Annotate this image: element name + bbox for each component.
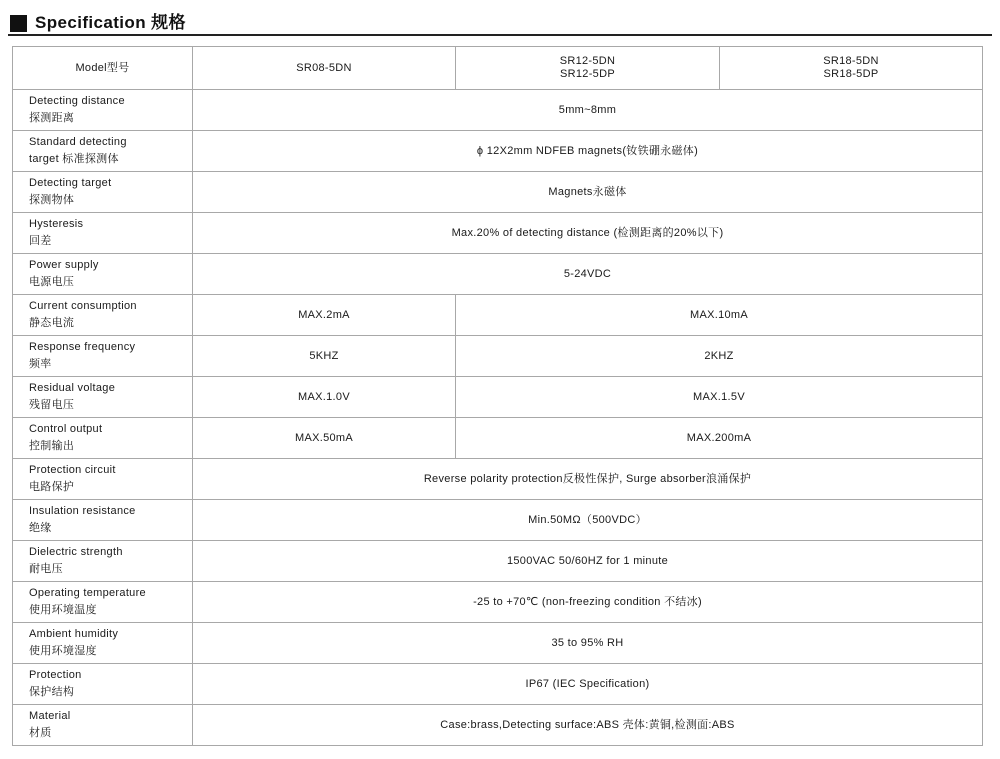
spec-label-cell (13, 213, 193, 254)
spec-row (13, 131, 983, 172)
spec-value-cell: Min.50MΩ（500VDC） (193, 500, 983, 541)
spec-row (13, 705, 983, 746)
spec-value-cell: Reverse polarity protection反极性保护, Surge absorber浪涌保护 (193, 459, 983, 500)
spec-label-en: Response frequency (29, 341, 136, 353)
spec-label-cn: 电源电压 (29, 276, 75, 288)
spec-label-cn: 使用环境湿度 (29, 645, 97, 657)
model-label-cell: Model型号 (13, 47, 193, 90)
spec-row (13, 295, 983, 336)
spec-value-cell: MAX.50mA (193, 418, 456, 459)
section-header (8, 12, 992, 36)
spec-row (13, 582, 983, 623)
spec-value-cell: 2KHZ (456, 336, 983, 377)
spec-label-en: Protection circuit (29, 464, 116, 476)
spec-label-cell (13, 295, 193, 336)
spec-value-cell: IP67 (IEC Specification) (193, 664, 983, 705)
spec-row (13, 336, 983, 377)
spec-label-cn: 材质 (29, 727, 52, 739)
spec-row (13, 377, 983, 418)
spec-row (13, 172, 983, 213)
spec-label-en: Residual voltage (29, 382, 116, 394)
spec-value-cell: MAX.10mA (456, 295, 983, 336)
spec-label-cn: 探测物体 (29, 194, 75, 206)
spec-value-cell: -25 to +70℃ (non-freezing condition 不结冰) (193, 582, 983, 623)
spec-value-cell: ϕ 12X2mm NDFEB magnets(钕铁硼永磁体) (193, 131, 983, 172)
spec-label-cn: 控制输出 (29, 440, 75, 452)
spec-label-en: Control output (29, 423, 103, 435)
spec-label-en: Material (29, 710, 71, 722)
spec-label-cell (13, 623, 193, 664)
section-title: Specification 规格 (35, 13, 186, 32)
model-name-cell (456, 47, 720, 90)
spec-row (13, 500, 983, 541)
spec-label-cell (13, 336, 193, 377)
spec-label-cn: 静态电流 (29, 317, 75, 329)
model-name-line: SR08-5DN (296, 61, 352, 74)
spec-value-cell: 5-24VDC (193, 254, 983, 295)
model-name-line: SR12-5DP (560, 68, 615, 80)
spec-value-cell: 5KHZ (193, 336, 456, 377)
spec-label-cell (13, 131, 193, 172)
spec-label-en: Detecting distance (29, 95, 125, 107)
spec-value-cell: MAX.2mA (193, 295, 456, 336)
spec-label-cell (13, 705, 193, 746)
model-name-cell (720, 47, 983, 90)
spec-value-cell: 5mm~8mm (193, 90, 983, 131)
spec-label-en: Insulation resistance (29, 505, 136, 517)
spec-value-cell: 35 to 95% RH (193, 623, 983, 664)
spec-label-en: Current consumption (29, 300, 137, 312)
spec-label-cell (13, 90, 193, 131)
model-name-line: SR12-5DN (559, 55, 616, 67)
spec-value-cell: MAX.1.5V (456, 377, 983, 418)
spec-label-cell (13, 254, 193, 295)
spec-label-cell (13, 172, 193, 213)
spec-row (13, 664, 983, 705)
header-rule (8, 34, 992, 36)
spec-label-cell (13, 541, 193, 582)
spec-label-cn: 使用环境温度 (29, 604, 97, 616)
spec-label-en: Operating temperature (29, 587, 146, 599)
spec-row (13, 213, 983, 254)
spec-row (13, 623, 983, 664)
model-name-cell (193, 47, 456, 90)
specification-table (12, 46, 983, 746)
spec-label-cn: 频率 (29, 358, 52, 370)
spec-label-en: Protection (29, 669, 82, 681)
spec-row (13, 459, 983, 500)
spec-row (13, 418, 983, 459)
spec-label-en: Power supply (29, 259, 99, 271)
spec-label-en: Detecting target (29, 177, 112, 189)
spec-label-en: Hysteresis (29, 218, 84, 230)
model-name-line: SR18-5DN (823, 55, 879, 67)
spec-value-cell: Max.20% of detecting distance (检测距离的20%以下) (193, 213, 983, 254)
spec-label-cn: 探测距离 (29, 112, 75, 124)
spec-label-cell (13, 582, 193, 623)
spec-label-cn: 保护结构 (29, 686, 75, 698)
spec-value-cell: MAX.1.0V (193, 377, 456, 418)
spec-label-cell (13, 664, 193, 705)
spec-row (13, 90, 983, 131)
spec-label-cn: 耐电压 (29, 563, 63, 575)
spec-label-cn: 绝缘 (29, 522, 52, 534)
spec-label-cn: 残留电压 (29, 399, 75, 411)
spec-label-cell (13, 500, 193, 541)
spec-value-cell: MAX.200mA (456, 418, 983, 459)
model-header-row (13, 47, 983, 90)
spec-label-en: Ambient humidity (29, 628, 119, 640)
model-name-line: SR18-5DP (823, 68, 879, 80)
spec-label-en: Dielectric strength (29, 546, 123, 558)
spec-label-cn: target 标准探测体 (29, 153, 119, 165)
spec-value-cell: Case:brass,Detecting surface:ABS 壳体:黄铜,检测面:ABS (193, 705, 983, 746)
spec-row (13, 541, 983, 582)
header-square-marker (10, 15, 27, 32)
spec-label-en: Standard detecting (29, 136, 127, 148)
spec-row (13, 254, 983, 295)
spec-label-cell (13, 418, 193, 459)
spec-label-cn: 电路保护 (29, 481, 75, 493)
spec-label-cell (13, 377, 193, 418)
spec-label-cell (13, 459, 193, 500)
spec-label-cn: 回差 (29, 235, 52, 247)
spec-value-cell: 1500VAC 50/60HZ for 1 minute (193, 541, 983, 582)
spec-value-cell: Magnets永磁体 (193, 172, 983, 213)
